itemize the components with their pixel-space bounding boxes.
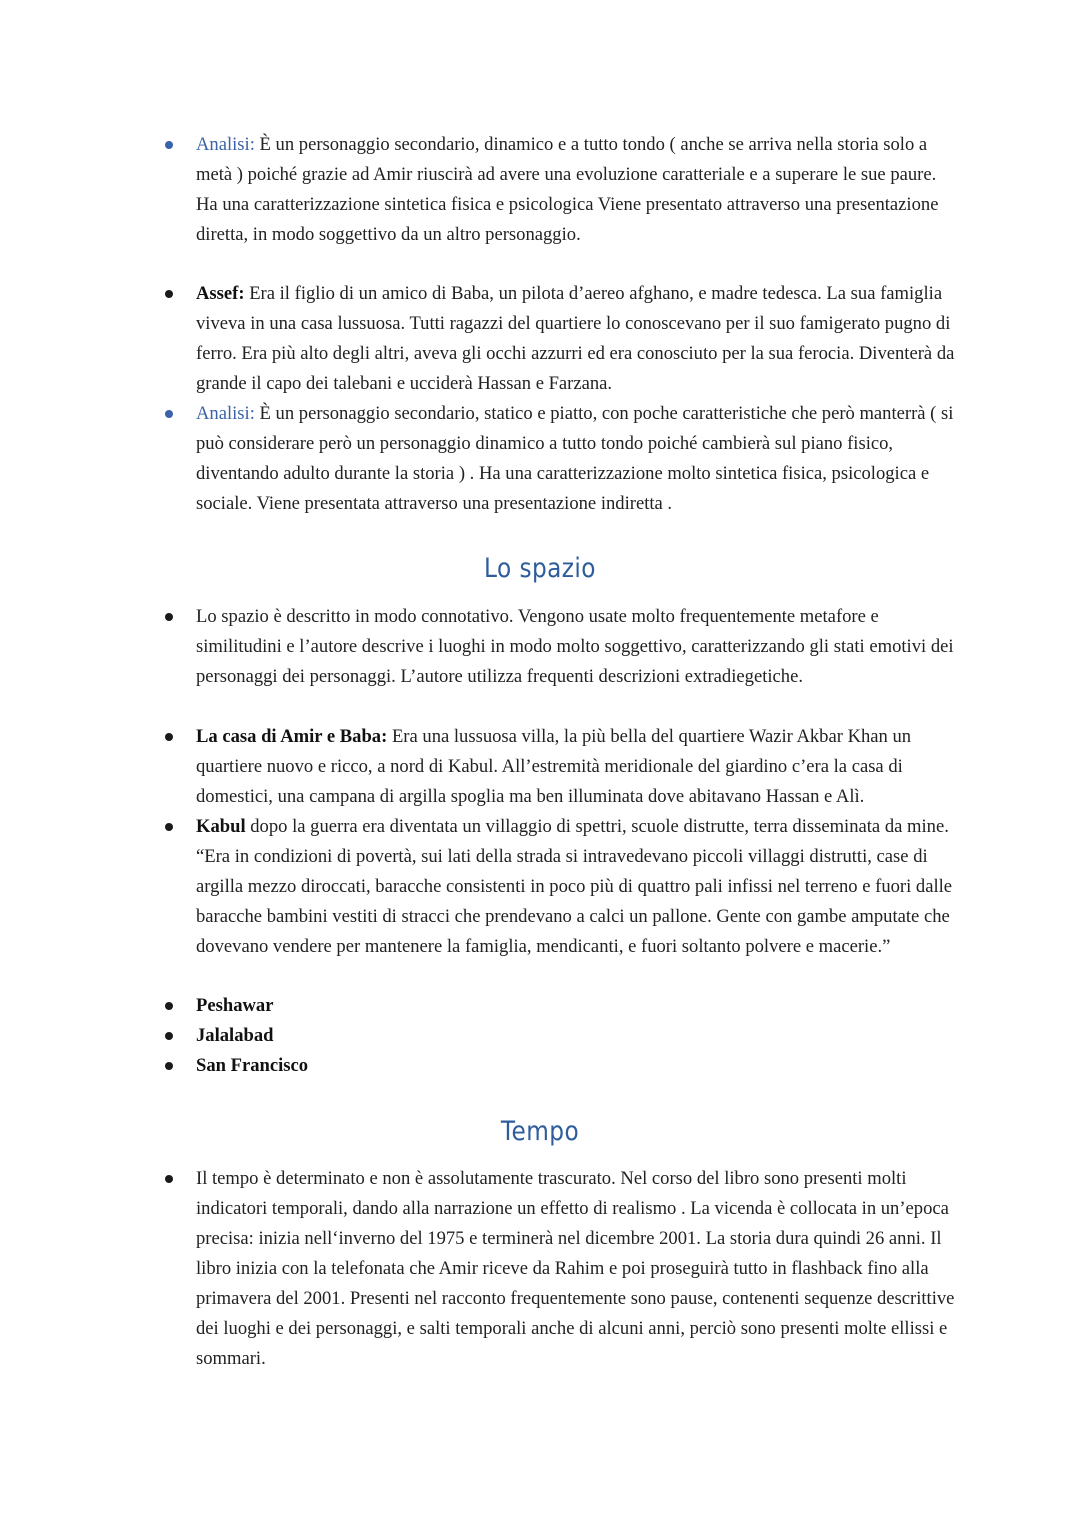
list-item-jalalabad [196,1021,956,1051]
bullet-icon [165,1175,173,1183]
bullet-icon [165,290,173,298]
item-text: Era una lussuosa villa, la più bella del quartiere Wazir Akbar Khan un quartiere nuovo e ricco, a nord di Kabul. All’estremità meridionale del giardino c’era la casa di domestici, una campana di argilla spoglia ma ben illuminata dove abitavano Hassan e Alì. [196,726,912,807]
item-text: È un personaggio secondario, statico e piatto, con poche caratteristiche che però manterrà ( si può considerare però un personaggio dinamico a tutto tondo poiché cambierà sul piano fisico, diventando adulto durante la storia ) . Ha una caratterizzazione molto sintetica fisica, psicologica e sociale. Viene presentata attraverso una presentazione indiretta . [196,403,954,514]
item-label: Jalalabad [196,1025,274,1046]
item-label: Analisi: [196,134,255,155]
item-text: Lo spazio è descritto in modo connotativo. Vengono usate molto frequentemente metafore e similitudini e l’autore descrive i luoghi in modo molto soggettivo, caratterizzando gli stati emotivi dei personaggi dei personaggi. L’autore utilizza frequenti descrizioni extradiegetiche. [196,606,954,687]
list-item-san-francisco [196,1051,956,1081]
bullet-icon [165,1062,173,1070]
list-item-casa-amir-baba [196,722,956,812]
list-item-spazio-intro [196,602,956,692]
item-label: Kabul [196,816,246,837]
item-label: La casa di Amir e Baba: [196,726,388,747]
bullet-icon [165,1032,173,1040]
item-label: San Francisco [196,1055,309,1076]
section-heading-tempo: Tempo [500,1116,580,1147]
list-item-analisi-2 [196,399,956,519]
bullet-icon [165,733,173,741]
list-item-kabul [196,812,956,962]
list-item-assef [196,279,956,399]
item-text: È un personaggio secondario, dinamico e a tutto tondo ( anche se arriva nella storia solo a metà ) poiché grazie ad Amir riuscirà ad avere una evoluzione caratteriale e a superare le sue paure. Ha una caratterizzazione sintetica fisica e psicologica Viene presentato attraverso una presentazione diretta, in modo soggettivo da un altro personaggio. [196,134,939,245]
item-label: Analisi: [196,403,255,424]
item-text: Il tempo è determinato e non è assolutamente trascurato. Nel corso del libro sono presenti molti indicatori temporali, dando alla narrazione un effetto di realismo . La vicenda è collocata in un’epoca precisa: inizia nell‘inverno del 1975 e terminerà nel dicembre 2001. La storia dura quindi 26 anni. Il libro inizia con la telefonata che Amir riceve da Rahim e poi proseguirà tutto in flashback fino alla primavera del 2001. Presenti nel racconto frequentemente sono pause, contenenti sequenze descrittive dei luoghi e dei personaggi, e salti temporali anche di alcuni anni, perciò sono presenti molte ellissi e sommari. [196,1168,955,1369]
bullet-icon [165,1002,173,1010]
item-label: Assef: [196,283,245,304]
item-text: dopo la guerra era diventata un villaggio di spettri, scuole distrutte, terra disseminata da mine. “Era in condizioni di povertà, sui lati della strada si intravedevano piccoli villaggi distrutti, case di argilla mezzo diroccati, baracche consistenti in poco più di quattro pali infissi nel terreno e fuori dalle baracche bambini vestiti di stracci che prendevano a calci un pallone. Gente con gambe amputate che dovevano vendere per mantenere la famiglia, mendicanti, e fuori soltanto polvere e macerie.” [196,816,953,957]
list-item-peshawar [196,991,956,1021]
bullet-icon [165,823,173,831]
bullet-icon [165,141,173,149]
section-heading-spazio: Lo spazio [484,553,596,584]
item-text: Era il figlio di un amico di Baba, un pilota d’aereo afghano, e madre tedesca. La sua famiglia viveva in una casa lussuosa. Tutti ragazzi del quartiere lo conoscevano per il suo famigerato pugno di ferro. Era più alto degli altri, aveva gli occhi azzurri ed era conosciuto per la sua ferocia. Diventerà da grande il capo dei talebani e ucciderà Hassan e Farzana. [196,283,955,394]
bullet-icon [165,613,173,621]
list-item-tempo [196,1164,956,1374]
list-item-analisi-1 [196,130,956,250]
bullet-icon [165,410,173,418]
item-label: Peshawar [196,995,274,1016]
